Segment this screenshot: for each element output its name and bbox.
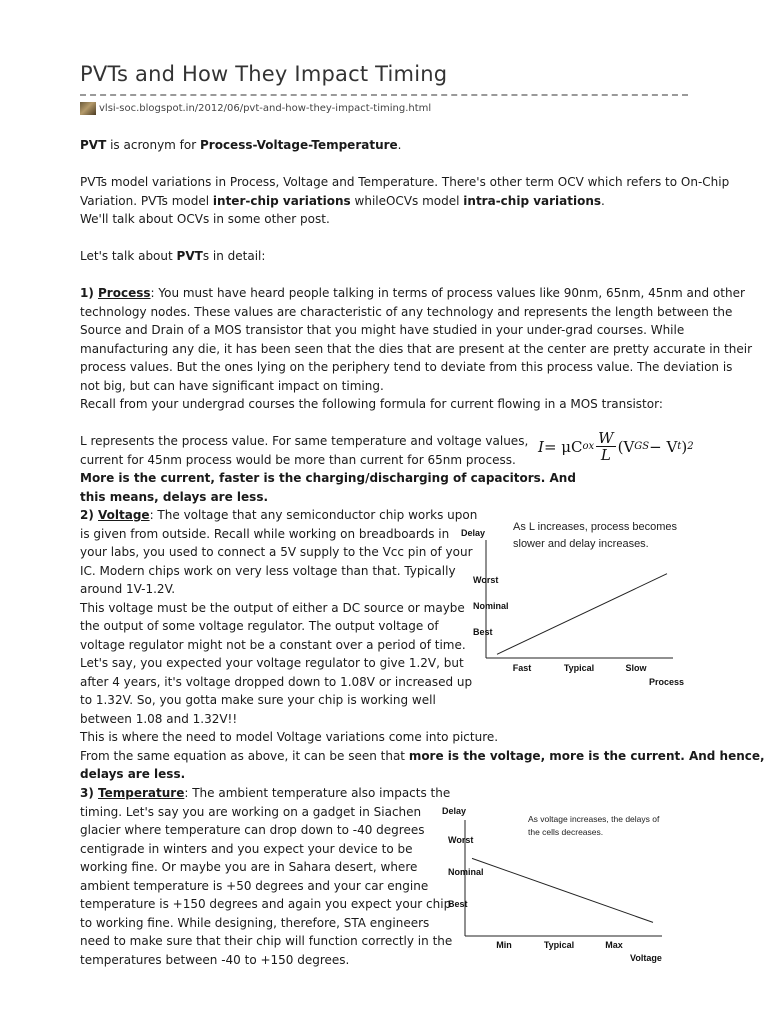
x-tick-min: Min	[496, 940, 512, 950]
section-process: 1) Process: You must have heard people talking in terms of process values like 90nm, 65nm, 45nm and other technology nodes. These values are characteristic of any technology and represents the length between the Source and Drain of a MOS transistor that you might have studied in your under-grad courses. While manufacturing any die, it has been seen that the dies that are present at the center are pretty accurate in their process values. But the ones lying on the periphery tend to deviate from this process value. The deviation is not big, but can have significant impact on timing. Recall from your undergrad courses the following formula for current flowing in a MOS transistor:	[80, 286, 753, 411]
site-favicon-icon	[80, 102, 96, 115]
voltage-delay-chart	[440, 800, 690, 970]
chart1-annotation: As L increases, process becomes	[513, 521, 678, 533]
y-tick-best: Best	[473, 627, 493, 637]
source-line	[80, 100, 431, 116]
process-delay-chart	[455, 512, 695, 692]
x-tick-max: Max	[605, 940, 623, 950]
paragraph-pvt-definition: PVT is acronym for Process-Voltage-Temperature.	[80, 138, 402, 152]
voltage-heading: Voltage	[98, 508, 150, 522]
temperature-heading: Temperature	[98, 786, 185, 800]
chart2-annotation-line1: As voltage increases, the delays of	[528, 814, 660, 824]
chart1-annotation-wrap: slower and delay increases.	[513, 538, 649, 550]
chart2-xlabel: Voltage	[630, 953, 662, 963]
section-temperature: 3) Temperature: The ambient temperature also impacts the timing. Let's say you are working on a gadget in Siachen glacier where temperature can drop down to -40 degrees centigrade in winters and you expect your device to be working fine. Or maybe you are in Sahara desert, where ambient temperature is +50 degrees and your car engine temperature is +150 degrees and again you expect your chip to working fine. While designing, therefore, STA engineers need to make sure that their chip will function correctly in the temperatures between -40 to +150 degrees.	[80, 786, 453, 967]
y-tick-best: Best	[448, 899, 468, 909]
title-divider	[80, 94, 688, 96]
x-tick-slow: Slow	[625, 663, 647, 673]
paragraph-pvt-model: PVTs model variations in Process, Voltage and Temperature. There's other term OCV which refers to On-Chip Variation. PVTs model inter-chip variations whileOCVs model intra-chip variations. We'll talk about OCVs in some other post.	[80, 175, 730, 226]
source-link[interactable]: vlsi-soc.blogspot.in/2012/06/pvt-and-how-they-impact-timing.html	[99, 102, 432, 114]
chart2-ylabel: Delay	[442, 806, 467, 816]
chart1-ylabel: Delay	[461, 528, 486, 538]
x-tick-typical: Typical	[563, 663, 595, 673]
y-tick-nominal: Nominal	[473, 601, 509, 611]
page-title: PVTs and How They Impact Timing	[80, 62, 448, 86]
chart2-trend-line	[472, 858, 653, 922]
mos-current-formula: I = μC ox $\frac{W}{L}$ (V GS − V t ) 2	[538, 429, 694, 464]
x-tick-fast: Fast	[512, 663, 532, 673]
process-heading: Process	[98, 286, 151, 300]
process-explanation: L represents the process value. For same temperature and voltage values, current for 45nm process would be more than current for 65nm process. More is the current, faster is the charging/discharging of capacitors. And this means, delays are less.	[80, 434, 576, 504]
y-tick-worst: Worst	[473, 575, 499, 585]
y-tick-nominal: Nominal	[448, 867, 484, 877]
x-tick-typical: Typical	[543, 940, 575, 950]
chart1-trend-line	[497, 574, 667, 655]
y-tick-worst: Worst	[448, 835, 474, 845]
paragraph-detail-intro: Let's talk about PVTs in detail:	[80, 249, 266, 263]
section-voltage: 2) Voltage: The voltage that any semiconductor chip works upon is given from outside. Recall while working on breadboards in your labs, you used to connect a 5V supply to the Vcc pin of your IC. Modern chips work on very less voltage than that. Typically around 1V-1.2V. This voltage must be the output of either a DC source or maybe the output of some voltage regulator. The output voltage of voltage regulator might not be a constant over a period of time. Let's say, you expected your voltage regulator to give 1.2V, but after 4 years, it's voltage dropped down to 1.08V or increased up to 1.32V. So, you gotta make sure your chip is working well between 1.08 and 1.32V!! This is where the need to model Voltage variations come into picture. From the same equation as above, it can be seen that more is the voltage, more is the current. And hence, delays are less.	[80, 508, 765, 781]
chart1-xlabel: Process	[649, 677, 685, 687]
chart2-annotation-line2: the cells decreases.	[528, 827, 604, 837]
